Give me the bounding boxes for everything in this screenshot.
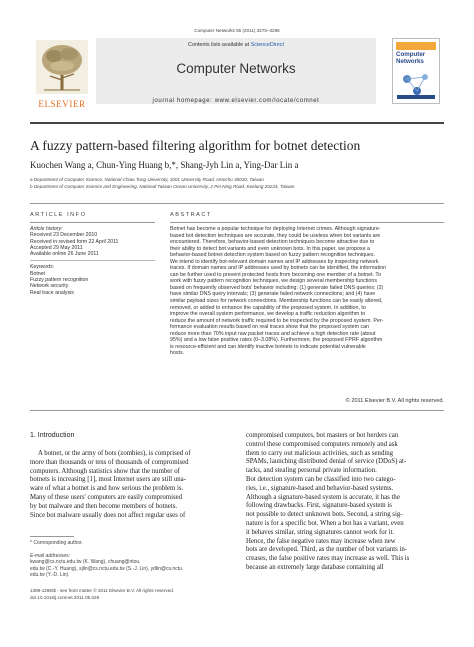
affiliation-a: a Department of Computer Science, National Chiao Tung University, 1001 University Road, Hsinchu 30010, Taiwan <box>30 177 264 182</box>
footnote <box>30 540 235 578</box>
history-label: Article history: <box>30 226 63 232</box>
cover-title: Computer Networks <box>396 51 426 65</box>
masthead <box>30 38 444 120</box>
article-title: A fuzzy pattern-based filtering algorithm for botnet detection <box>30 138 361 153</box>
issn-line: 1389-1286/$ - see front matter © 2011 Elsevier B.V. All rights reserved. <box>30 588 175 593</box>
abstract-text: Botnet has become a popular technique for deploying Internet crimes. Although signature- based bot detection techniques are accurate, they could be useless when bot variants are encountered. Therefore, behavior-based detection techniques become attractive due to their ability to detect bot variants and even unknown bots. In this paper, we propose a behavior-based botnet detection system based on fuzzy pattern recognition techniques. We intend to identify bot-relevant domain names and IP addresses by inspecting network traces. If domain names and IP addresses used by botnets can be identified, the information can be further used to prevent protected hosts from becoming one member of a botnet. To work with fuzzy pattern recognition techniques, we design several membership functions based on frequently observed bots' behavior including: (1) generate failed DNS queries; (2) have similar DNS query intervals; (3) generate failed network connections; and (4) have similar payload sizes for network connections. Membership functions can be easily altered, removed, or added to enhance the capability of the proposed system. In addition, to improve the overall system performance, we develop a traffic reduction algorithm to reduce the amount of network traffic required to be inspected by the proposed system. Per- formance evaluation results based on real traces show that the proposed system can reduce more than 70% input raw packet traces and achieve a high detection rate (about 95%) and a low false positive rates (0–3.08%). Furthermore, the proposed FPRF algorithm is resource-efficient and can identify inactive botnets to indicate potential vulnerable hosts. <box>170 226 387 357</box>
affiliation-b: b Department of Computer Science and Engineering, National Taiwan Ocean University, 2 Pei-Ning Road, Keelung 20224, Taiwan <box>30 184 295 189</box>
keyword: Network security <box>30 283 69 290</box>
masthead-center <box>96 38 376 104</box>
intro-column-left: A botnet, or the army of bots (zombies), is comprised of more than thousands or tens of thousands of compromised computers. Although statistics show that the number of botnets is increasing [1], most Internet users are still una- ware of what a botnet is and how serious the problem is. Many of these users' computers are easily compromised by bot malware and then become members of botnets. Since bot malware usually does not affect regular uses of <box>30 450 191 519</box>
copyright-notice: © 2011 Elsevier B.V. All rights reserved. <box>345 398 444 404</box>
email-label: E-mail addresses: <box>30 552 71 559</box>
keyword: Fuzzy pattern recognition <box>30 277 89 284</box>
keywords-label: Keywords: <box>30 264 55 271</box>
running-header: Computer Networks 55 (2011) 3275–3286 <box>194 28 280 33</box>
homepage-url[interactable]: www.elsevier.com/locate/comnet <box>214 98 320 104</box>
elsevier-tree-icon <box>36 40 88 94</box>
article-info <box>30 226 155 296</box>
sciencedirect-link[interactable]: ScienceDirect <box>250 42 284 48</box>
publisher-name: ELSEVIER <box>38 99 86 109</box>
homepage-prefix: journal homepage: <box>152 98 213 104</box>
article-info-heading: ARTICLE INFO <box>30 212 87 218</box>
keyword: Real trace analysis <box>30 289 74 296</box>
intro-column-right: compromised computers, bot masters or bot herders can control these compromised computers remotely and ask them to carry out malicious activities, such as sending SPAMs, launching distributed denial of service (DDoS) at- tacks, and stealing personal private information. Bot detection system can be classified into two catego- ries, i.e., signature-based and behavior-based systems. Although a signature-based system is accurate, it has the following drawbacks. First, signature-based system is not possible to detect unknown bots. Second, a string sig- nature is for a specific bot. When a bot has a variant, even it behaves similar, string signatures cannot work for it. Hence, the false negative rates may increase when new bots are developed. Third, as the number of bot variants in- creases, the false positive rates may increase as well. This is because an extremely large database containing all <box>246 432 410 571</box>
elsevier-logo <box>36 40 88 109</box>
journal-name: Computer Networks <box>176 61 296 77</box>
author-emails[interactable]: kwang@cs.nctu.edu.tw (K. Wang), chuang@ntou. edu.tw (C.-Y. Huang), sjlin@cs.nctu.edu.tw (S.-J. Lin), ydlin@cs.nctu. edu.tw (Y.-D. Lin). <box>30 559 184 579</box>
corresponding-author: * Corresponding author. <box>30 540 83 546</box>
section-heading-introduction: 1. Introduction <box>30 432 75 439</box>
journal-cover <box>392 38 440 104</box>
abstract-heading: ABSTRACT <box>170 212 212 218</box>
cover-network-icon <box>397 69 435 99</box>
author-list: Kuochen Wang a, Chun-Ying Huang b,*, Shang-Jyh Lin a, Ying-Dar Lin a <box>30 160 299 170</box>
history-item: Received in revised form 22 April 2011 <box>30 238 119 245</box>
keyword: Botnet <box>30 270 45 277</box>
history-item: Available online 26 June 2011 <box>30 251 99 258</box>
history-item: Accepted 29 May 2011 <box>30 244 83 251</box>
contents-prefix: Contents lists available at <box>188 42 250 48</box>
doi-link[interactable]: doi:10.1016/j.comnet.2011.05.026 <box>30 595 100 600</box>
history-item: Received 23 December 2010 <box>30 232 98 239</box>
